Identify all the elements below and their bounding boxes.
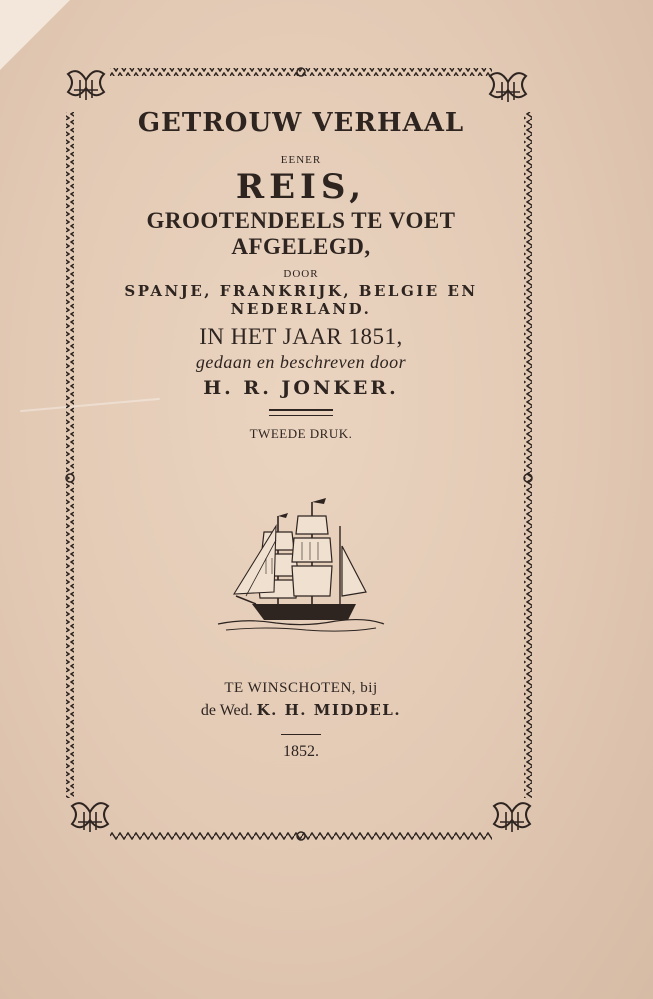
double-rule xyxy=(269,409,333,416)
border-left xyxy=(66,112,74,798)
border-right xyxy=(524,112,532,798)
short-rule xyxy=(281,734,321,735)
sailing-ship-icon xyxy=(216,496,386,636)
fleuron-icon xyxy=(490,73,526,102)
publisher-name: K. H. MIDDEL. xyxy=(256,701,402,719)
year-line: IN HET JAAR 1851, xyxy=(199,324,403,349)
author-name: H. R. JONKER. xyxy=(203,377,399,399)
title-line: GETROUW VERHAAL xyxy=(137,108,465,138)
eener-line: EENER xyxy=(280,154,322,166)
border-bottom xyxy=(110,832,492,840)
torn-corner xyxy=(0,0,70,70)
border-top xyxy=(110,68,492,76)
publisher-line xyxy=(78,701,524,720)
publication-year: 1852. xyxy=(283,743,319,760)
fleuron-icon xyxy=(68,71,104,100)
fleuron-icon xyxy=(72,803,108,832)
main-title: REIS, xyxy=(235,167,367,207)
countries-line: SPANJE, FRANKRIJK, BELGIE EN NEDERLAND. xyxy=(124,282,478,318)
subtitle: GROOTENDEELS TE VOET AFGELEGD, xyxy=(146,208,456,259)
fleuron-icon xyxy=(494,803,530,832)
place-line: TE WINSCHOTEN, bij xyxy=(224,680,378,696)
edition-line: TWEEDE DRUK. xyxy=(249,426,353,441)
by-line: gedaan en beschreven door xyxy=(195,352,407,372)
publisher-prefix: de Wed. xyxy=(200,702,253,719)
door-line: DOOR xyxy=(283,268,319,280)
title-page-text xyxy=(78,100,524,761)
